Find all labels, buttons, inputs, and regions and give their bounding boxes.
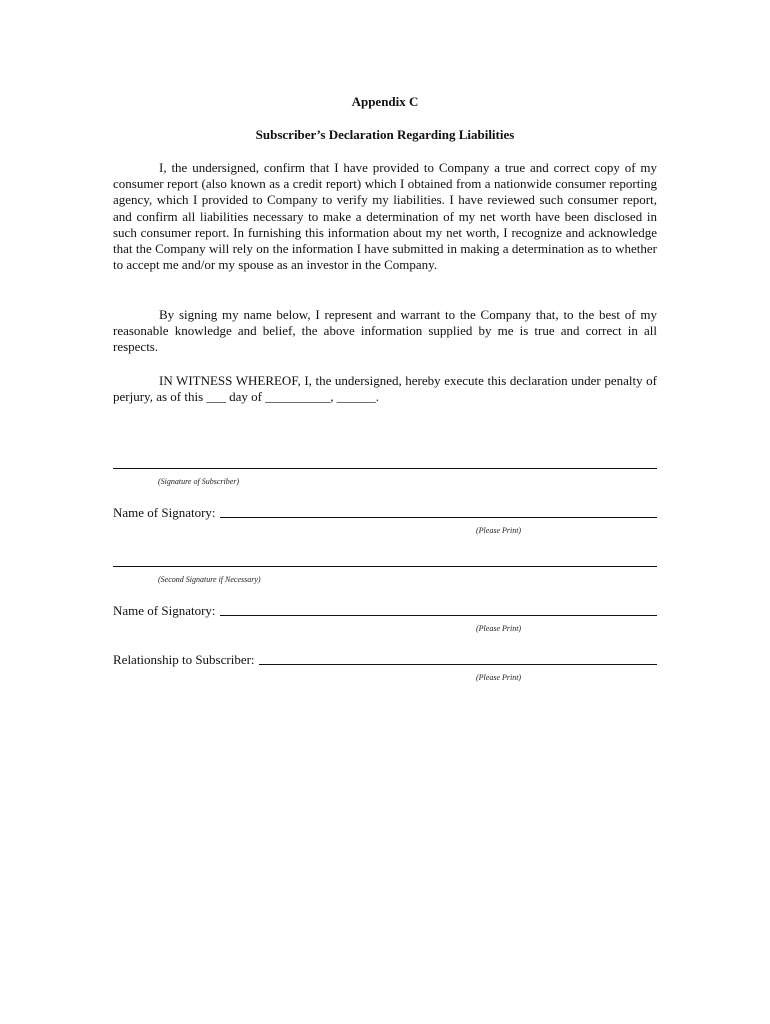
subscriber-signature-caption: (Signature of Subscriber)	[158, 477, 240, 486]
confirmation-paragraph: I, the undersigned, confirm that I have provided to Company a true and correct copy of my consumer report (also known as a credit report) which I obtained from a nationwide consumer reporting agency, which I provided to Company to verify my liabilities. I have reviewed such consumer report, and confirm all liabilities necessary to make a determination of my net worth have been disclosed in such consumer report. In furnishing this information about my net worth, I recognize and acknowledge that the Company will rely on the information I have submitted in making a determination as to whether to accept me and/or my spouse as an investor in the Company.	[113, 160, 657, 273]
signatory-name-field-2	[113, 600, 657, 618]
subscriber-signature-line[interactable]	[113, 468, 657, 469]
appendix-heading: Appendix C	[351, 94, 419, 109]
representation-paragraph: By signing my name below, I represent and warrant to the Company that, to the best of my reasonable knowledge and belief, the above information supplied by me is true and correct in all respects.	[113, 307, 657, 355]
witness-paragraph: IN WITNESS WHEREOF, I, the undersigned, hereby execute this declaration under penalty of perjury, as of this ___ day of __________, ______.	[113, 373, 657, 405]
signatory-name-line-2[interactable]	[220, 602, 657, 616]
relationship-line[interactable]	[259, 651, 657, 665]
relationship-field	[113, 649, 657, 667]
signatory-name-line-1[interactable]	[220, 504, 657, 518]
signatory-name-label-2: Name of Signatory:	[113, 603, 216, 618]
declaration-title: Subscriber’s Declaration Regarding Liabilities	[255, 127, 515, 142]
signatory-name-field-1	[113, 502, 657, 520]
relationship-label: Relationship to Subscriber:	[113, 652, 255, 667]
please-print-caption-3: (Please Print)	[476, 673, 522, 682]
signatory-name-label-1: Name of Signatory:	[113, 505, 216, 520]
please-print-caption-1: (Please Print)	[476, 526, 522, 535]
second-signature-caption: (Second Signature if Necessary)	[158, 575, 261, 584]
second-signature-line[interactable]	[113, 566, 657, 567]
please-print-caption-2: (Please Print)	[476, 624, 522, 633]
